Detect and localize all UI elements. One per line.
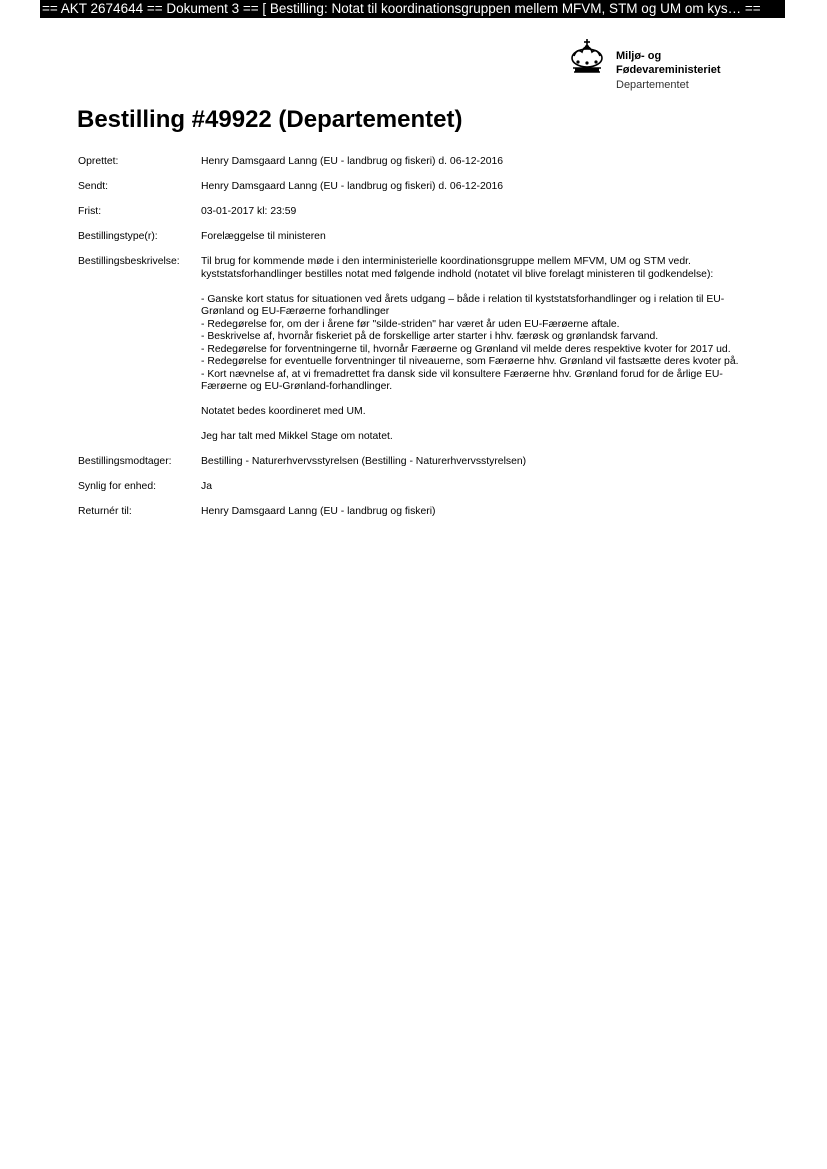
field-sendt: [78, 181, 748, 194]
field-value: Ja: [201, 481, 212, 492]
order-fields: [78, 156, 748, 531]
field-returner: [78, 506, 748, 519]
field-label: Oprettet:: [78, 156, 119, 167]
banner-text: == AKT 2674644 == Dokument 3 == [ Bestilling: Notat til koordinationsgruppen mellem MFVM, STM og UM om kys… ==: [42, 1, 761, 16]
field-label: Frist:: [78, 206, 102, 217]
field-value: Henry Damsgaard Lanng (EU - landbrug og fiskeri): [201, 506, 436, 517]
page-title: Bestilling #49922 (Departementet): [77, 106, 463, 133]
description-bullet: - Kort nævnelse af, at vi fremadrettet fra dansk side vil konsultere Færøerne hhv. Grønland forud for de årlige EU-Færøerne og EU-Grønland-forhandlinger.: [201, 368, 723, 392]
field-bestillingsbeskrivelse: [78, 256, 748, 444]
description-intro: Til brug for kommende møde i den interministerielle koordinationsgruppe mellem MFVM, UM og STM vedr. kyststatsforhandlinger bestilles notat med følgende indhold (notatet vil blive forelagt ministeren til godkendelse):: [201, 256, 714, 280]
description-note: Notatet bedes koordineret med UM.: [201, 406, 366, 417]
logo-line-1: Miljø- og: [616, 50, 662, 62]
description-bullet: - Ganske kort status for situationen ved årets udgang – både i relation til kyststatsforhandlinger og i relation til EU-Grønland og EU-Færøerne forhandlinger: [201, 293, 725, 317]
field-label: Synlig for enhed:: [78, 481, 156, 492]
logo-line-3: Departementet: [616, 79, 689, 91]
field-value: Bestilling - Naturerhvervsstyrelsen (Bestilling - Naturerhvervsstyrelsen): [201, 456, 527, 467]
logo-line-2: Fødevareministeriet: [616, 64, 721, 76]
field-value: 03-01-2017 kl: 23:59: [201, 206, 297, 217]
field-value: Henry Damsgaard Lanng (EU - landbrug og fiskeri) d. 06-12-2016: [201, 156, 504, 167]
field-frist: [78, 206, 748, 219]
field-label: Sendt:: [78, 181, 109, 192]
crown-icon: [568, 38, 606, 78]
field-oprettet: [78, 156, 748, 169]
description-bullet: - Beskrivelse af, hvornår fiskeriet på de forskellige arter starter i hhv. færøsk og grønlandsk farvand.: [201, 331, 659, 342]
field-label: Bestillingsmodtager:: [78, 456, 172, 467]
description-bullet: - Redegørelse for eventuelle forventninger til niveauerne, som Færøerne hhv. Grønland vil fastsætte deres kvoter på.: [201, 356, 739, 367]
field-label: Bestillingstype(r):: [78, 231, 158, 242]
description-note: Jeg har talt med Mikkel Stage om notatet.: [201, 431, 393, 442]
field-label: Bestillingsbeskrivelse:: [78, 256, 180, 267]
field-value: Forelæggelse til ministeren: [201, 231, 326, 242]
field-bestillingstype: [78, 231, 748, 244]
document-header-banner: [40, 0, 785, 18]
field-label: Returnér til:: [78, 506, 132, 517]
description-body: [201, 256, 748, 444]
description-bullet: - Redegørelse for forventningerne til, hvornår Færøerne og Grønland vil melde deres respektive kvoter for 2017 ud.: [201, 343, 731, 355]
field-synlig: [78, 481, 748, 494]
field-value: Henry Damsgaard Lanng (EU - landbrug og fiskeri) d. 06-12-2016: [201, 181, 504, 192]
description-bullet: - Redegørelse for, om der i årene før "silde-striden" har været år uden EU-Færøerne aftale.: [201, 318, 620, 330]
field-bestillingsmodtager: [78, 456, 748, 469]
